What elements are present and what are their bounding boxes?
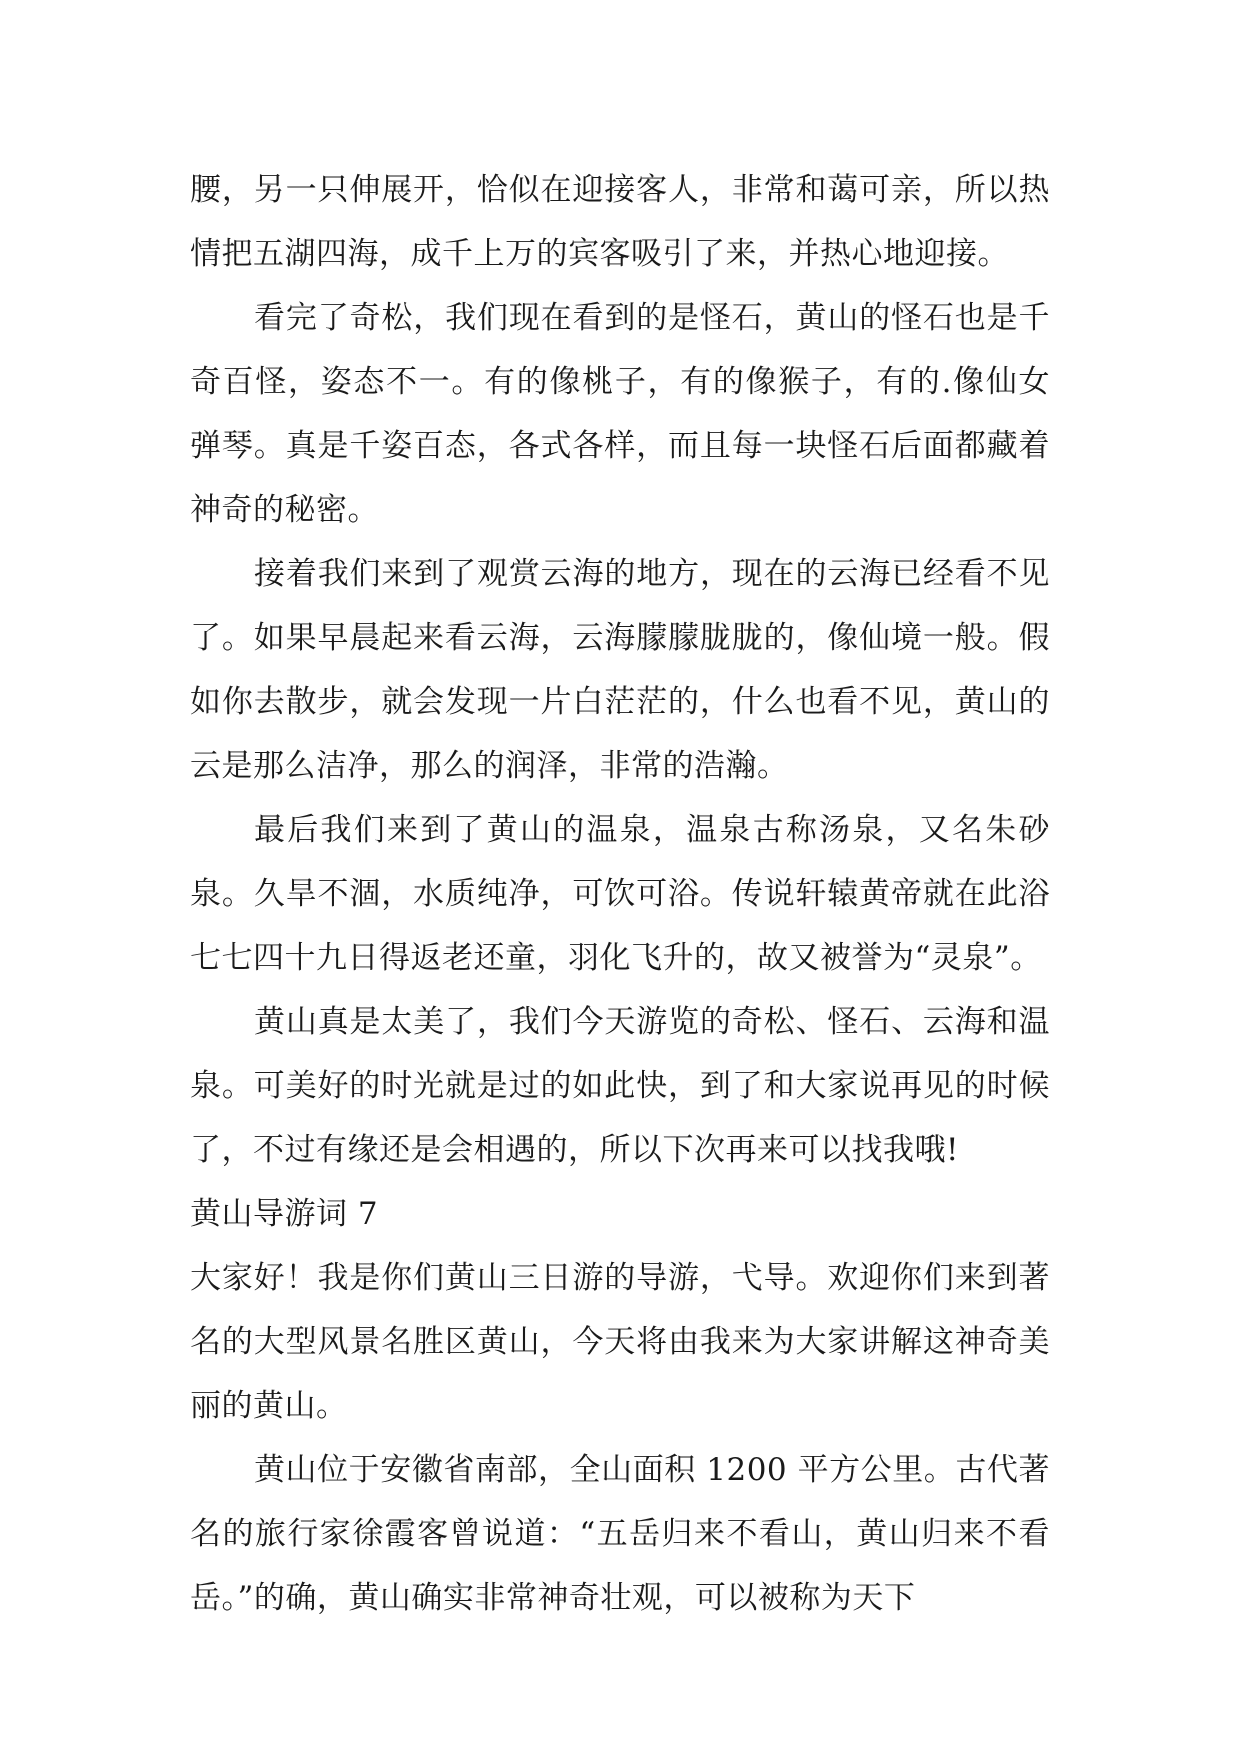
- paragraph: 腰，另一只伸展开，恰似在迎接客人，非常和蔼可亲，所以热情把五湖四海，成千上万的宾客吸引了来，并热心地迎接。: [190, 172, 1050, 272]
- paragraph: 大家好！我是你们黄山三日游的导游，弋导。欢迎你们来到著名的大型风景名胜区黄山，今天将由我来为大家讲解这神奇美丽的黄山。: [190, 1260, 1050, 1424]
- paragraph: 最后我们来到了黄山的温泉，温泉古称汤泉，又名朱砂泉。久旱不涸，水质纯净，可饮可浴。传说轩辕黄帝就在此浴七七四十九日得返老还童，羽化飞升的，故又被誉为“灵泉”。: [190, 812, 1050, 976]
- paragraph: 黄山真是太美了，我们今天游览的奇松、怪石、云海和温泉。可美好的时光就是过的如此快，到了和大家说再见的时候了，不过有缘还是会相遇的，所以下次再来可以找我哦!: [190, 1004, 1050, 1168]
- paragraph: 看完了奇松，我们现在看到的是怪石，黄山的怪石也是千奇百怪，姿态不一。有的像桃子，有的像猴子，有的.像仙女弹琴。真是千姿百态，各式各样，而且每一块怪石后面都藏着神奇的秘密。: [190, 300, 1050, 528]
- document-body: [190, 158, 1050, 1630]
- paragraph: 接着我们来到了观赏云海的地方，现在的云海已经看不见了。如果早晨起来看云海，云海朦朦胧胧的，像仙境一般。假如你去散步，就会发现一片白茫茫的，什么也看不见，黄山的云是那么洁净，那么的润泽，非常的浩瀚。: [190, 556, 1050, 784]
- section-title: 黄山导游词 7: [190, 1196, 379, 1232]
- paragraph: 黄山位于安徽省南部，全山面积 1200 平方公里。古代著名的旅行家徐霞客曾说道：“五岳归来不看山，黄山归来不看岳。”的确，黄山确实非常神奇壮观，可以被称为天下: [190, 1452, 1050, 1616]
